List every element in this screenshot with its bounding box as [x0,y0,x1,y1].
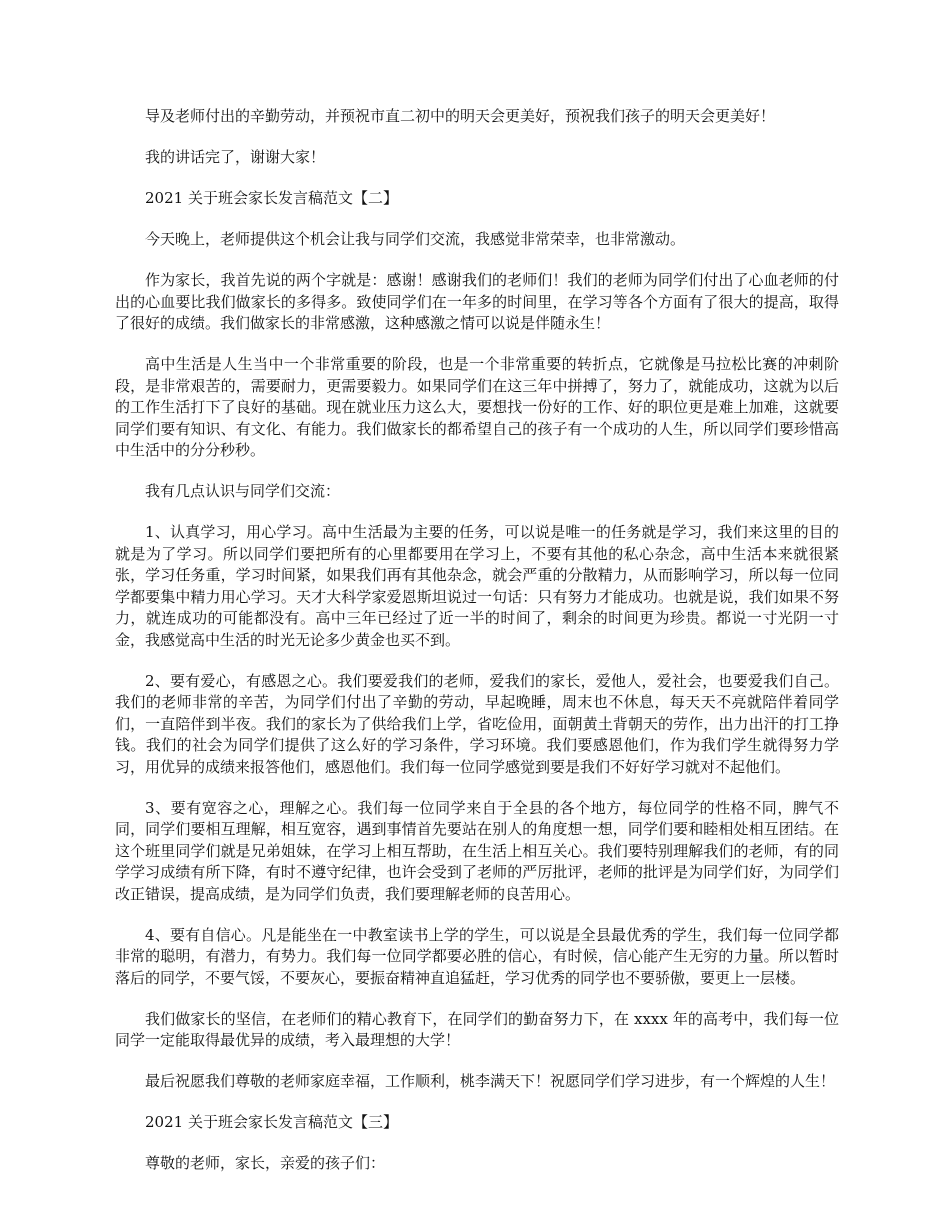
paragraph-point-3: 3、要有宽容之心，理解之心。我们每一位同学来自于全县的各个地方，每位同学的性格不同，脾气不同，同学们要相互理解，相互宽容，遇到事情首先要站在别人的角度想一想，同学们要和睦相处相互团结。在这个班里同学们就是兄弟姐妹，在学习上相互帮助，在生活上相互关心。我们要特别理解我们的老师，有的同学学习成绩有所下降，有时不遵守纪律，也许会受到了老师的严厉批评，老师的批评是为同学们好，为同学们改正错误，提高成绩，是为同学们负责，我们要理解老师的良苦用心。 [115,798,839,903]
paragraph-point-1: 1、认真学习，用心学习。高中生活最为主要的任务，可以说是唯一的任务就是学习，我们来这里的目的就是为了学习。所以同学们要把所有的心里都要用在学习上，不要有其他的私心杂念，高中生活本来就很紧张，学习任务重，学习时间紧，如果我们再有其他杂念，就会严重的分散精力，从而影响学习，所以每一位同学都要集中精力用心学习。天才大科学家爱恩斯坦说过一句话：只有努力才能成功。也就是说，我们如果不努力，就连成功的可能都没有。高中三年已经过了近一半的时间了，剩余的时间更为珍贵。都说一寸光阴一寸金，我感觉高中生活的时光无论多少黄金也买不到。 [115,523,839,649]
paragraph-closing-wish: 导及老师付出的辛勤劳动，并预祝市直二初中的明天会更美好，预祝我们孩子的明天会更美好！ [145,107,776,125]
paragraph-point-4: 4、要有自信心。凡是能坐在一中教室读书上学的学生，可以说是全县最优秀的学生，我们每一位同学都非常的聪明，有潜力，有势力。我们每一位同学都要必胜的信心，有时候，信心能产生无穷的力量。所以暂时落后的同学，不要气馁，不要灰心，要振奋精神直追猛赶，学习优秀的同学也不要骄傲，要更上一层楼。 [115,925,839,987]
paragraph-points-intro: 我有几点认识与同学们交流： [145,482,341,500]
paragraph-speech-end: 我的讲话完了，谢谢大家！ [145,148,326,166]
paragraph-high-school-life: 高中生活是人生当中一个非常重要的阶段，也是一个非常重要的转折点，它就像是马拉松比赛的冲刺阶段，是非常艰苦的，需要耐力，更需要毅力。如果同学们在这三年中拼搏了，努力了，就能成功，这就为以后的工作生活打下了良好的基础。现在就业压力这么大，要想找一份好的工作、好的职位更是难上加难，这就要同学们要有知识、有文化、有能力。我们做家长的都希望自己的孩子有一个成功的人生，所以同学们要珍惜高中生活中的分分秒秒。 [115,355,839,459]
paragraph-final-wishes: 最后祝愿我们尊敬的老师家庭幸福，工作顺利，桃李满天下！祝愿同学们学习进步，有一个辉煌的人生！ [145,1072,836,1090]
section-heading-three: 2021 关于班会家长发言稿范文【三】 [145,1113,398,1131]
paragraph-belief: 我们做家长的坚信，在老师们的精心教育下，在同学们的勤奋努力下，在 xxxx 年的高考中，我们每一位同学一定能取得最优异的成绩，考入最理想的大学！ [115,1009,839,1049]
paragraph-opening: 今天晚上，老师提供这个机会让我与同学们交流，我感觉非常荣幸，也非常激动。 [145,230,686,248]
paragraph-thanks: 作为家长，我首先说的两个字就是：感谢！感谢我们的老师们！我们的老师为同学们付出了心血老师的付出的心血要比我们做家长的多得多。致使同学们在一年多的时间里，在学习等各个方面有了很大的提高，取得了很好的成绩。我们做家长的非常感激，这种感激之情可以说是伴随永生！ [115,271,839,332]
document-body [115,106,839,1194]
paragraph-salutation: 尊敬的老师，家长，亲爱的孩子们： [145,1154,386,1172]
paragraph-point-2: 2、要有爱心，有感恩之心。我们要爱我们的老师，爱我们的家长，爱他人，爱社会，也要爱我们自己。我们的老师非常的辛苦，为同学们付出了辛勤的劳动，早起晚睡，周末也不休息，每天天不亮就陪伴着同学们，一直陪伴到半夜。我们的家长为了供给我们上学，省吃俭用，面朝黄土背朝天的劳作，出力出汗的打工挣钱。我们的社会为同学们提供了这么好的学习条件，学习环境。我们要感恩他们，作为我们学生就得努力学习，用优异的成绩来报答他们，感恩他们。我们每一位同学感觉到要是我们不好好学习就对不起他们。 [115,671,839,776]
section-heading-two: 2021 关于班会家长发言稿范文【二】 [145,189,398,207]
